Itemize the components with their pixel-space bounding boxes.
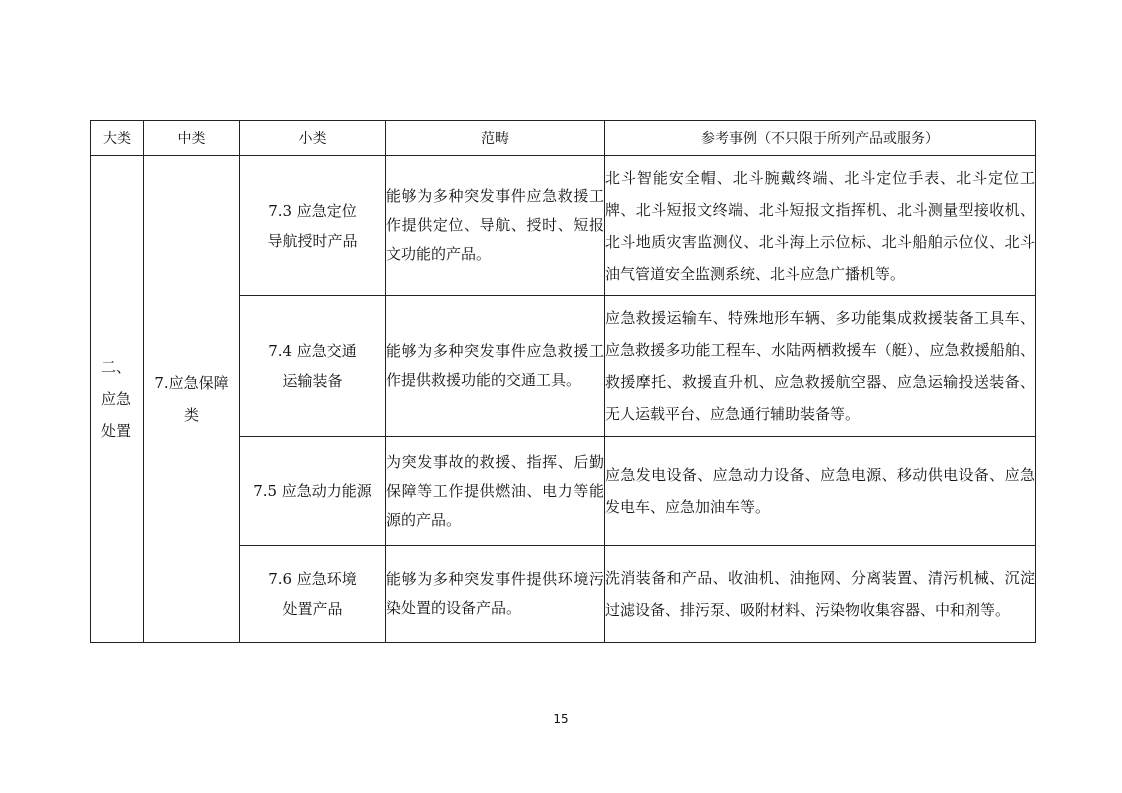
examples-cell: 北斗智能安全帽、北斗腕戴终端、北斗定位手表、北斗定位工牌、北斗短报文终端、北斗短报文指挥机、北斗测量型接收机、北斗地质灾害监测仪、北斗海上示位标、北斗船舶示位仪、北斗油气管道安全监测系统、北斗应急广播机等。 [605,156,1036,296]
header-sub-category: 小类 [240,121,386,156]
sub-category-cell: 7.4 应急交通运输装备 [240,296,386,437]
major-category-label: 二、应急处置 [101,358,132,440]
header-examples: 参考事例（不只限于所列产品或服务） [605,121,1036,156]
mid-category-cell [144,156,240,643]
examples-cell: 洗消装备和产品、收油机、油拖网、分离装置、清污机械、沉淀过滤设备、排污泵、吸附材料、污染物收集容器、中和剂等。 [605,546,1036,643]
scope-cell: 能够为多种突发事件提供环境污染处置的设备产品。 [386,546,605,643]
examples-cell: 应急救援运输车、特殊地形车辆、多功能集成救援装备工具车、应急救援多功能工程车、水陆两栖救援车（艇）、应急救援船舶、救援摩托、救援直升机、应急救援航空器、应急运输投送装备、无人运载平台、应急通行辅助装备等。 [605,296,1036,437]
sub-category-cell: 7.3 应急定位导航授时产品 [240,156,386,296]
page-number: 15 [553,712,569,726]
sub-category-cell: 7.6 应急环境处置产品 [240,546,386,643]
scope-cell: 能够为多种突发事件应急救援工作提供救援功能的交通工具。 [386,296,605,437]
sub-category-cell: 7.5 应急动力能源 [240,437,386,546]
examples-cell: 应急发电设备、应急动力设备、应急电源、移动供电设备、应急发电车、应急加油车等。 [605,437,1036,546]
major-category-cell [91,156,144,643]
table-row [91,156,1036,296]
header-scope: 范畴 [386,121,605,156]
header-major-category: 大类 [91,121,144,156]
product-table [90,120,1036,643]
table-header-row [91,121,1036,156]
mid-category-label: 7.应急保障类 [154,374,229,424]
header-mid-category: 中类 [144,121,240,156]
scope-cell: 能够为多种突发事件应急救援工作提供定位、导航、授时、短报文功能的产品。 [386,156,605,296]
scope-cell: 为突发事故的救援、指挥、后勤保障等工作提供燃油、电力等能源的产品。 [386,437,605,546]
